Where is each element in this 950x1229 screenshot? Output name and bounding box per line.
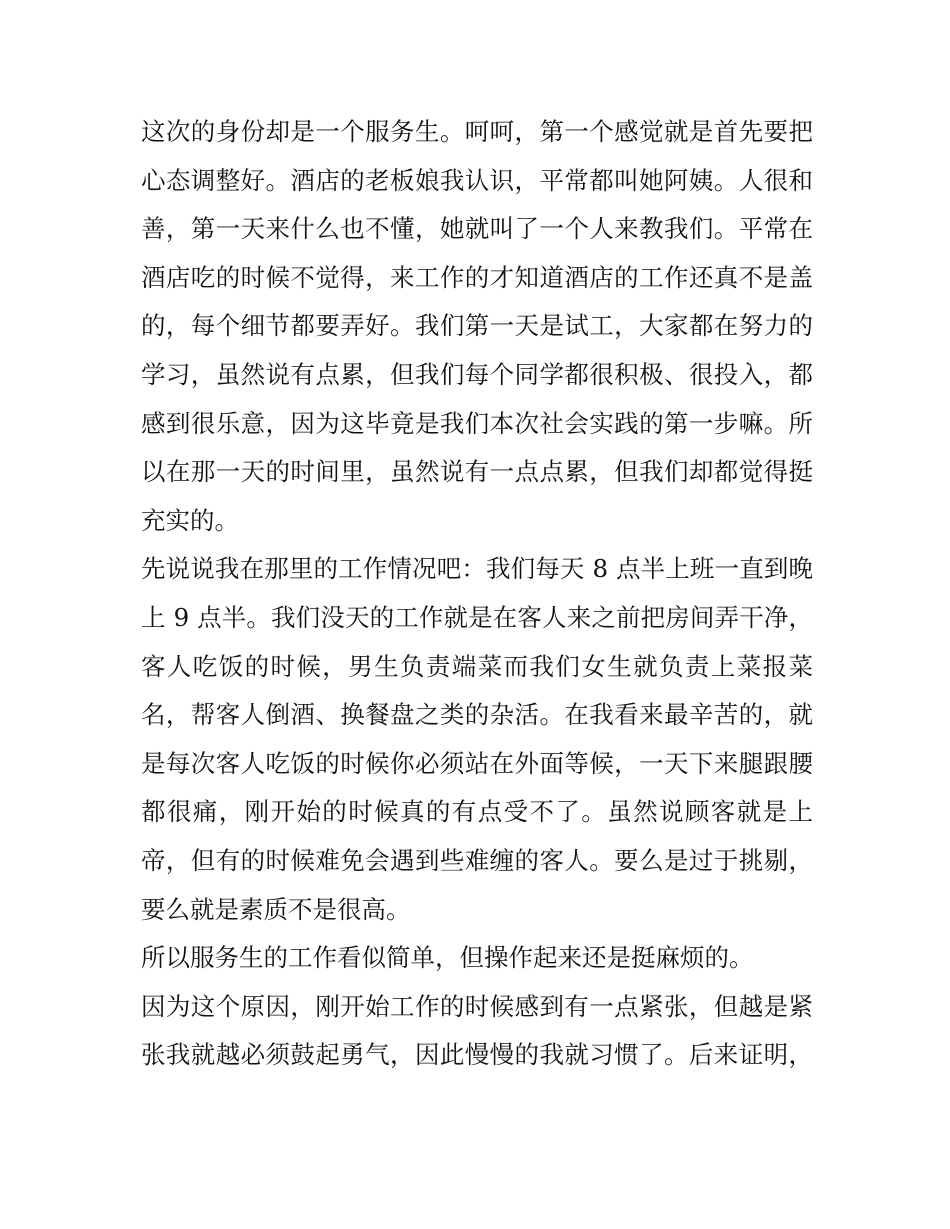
text-line: 的，每个细节都要弄好。我们第一天是试工，大家都在努力的 bbox=[141, 311, 813, 341]
text-line: 学习，虽然说有点累，但我们每个同学都很积极、很投入，都 bbox=[141, 359, 813, 389]
text-line: 感到很乐意，因为这毕竟是我们本次社会实践的第一步嘛。所 bbox=[141, 408, 813, 438]
text-line: 这次的身份却是一个服务生。呵呵，第一个感觉就是首先要把 bbox=[141, 117, 813, 146]
text-line: 帝，但有的时候难免会遇到些难缠的客人。要么是过于挑剔， bbox=[141, 845, 813, 875]
text-line: 张我就越必须鼓起勇气，因此慢慢的我就习惯了。后来证明， bbox=[141, 1040, 813, 1070]
text-line: 名，帮客人倒酒、换餐盘之类的杂活。在我看来最辛苦的，就 bbox=[141, 700, 813, 730]
text-line: 客人吃饭的时候，男生负责端菜而我们女生就负责上菜报菜 bbox=[141, 651, 813, 681]
text-line: 善，第一天来什么也不懂，她就叫了一个人来教我们。平常在 bbox=[141, 214, 813, 244]
text-line: 所以服务生的工作看似简单，但操作起来还是挺麻烦的。 bbox=[141, 943, 754, 973]
text-line: 心态调整好。酒店的老板娘我认识，平常都叫她阿姨。人很和 bbox=[141, 165, 813, 195]
text-line: 因为这个原因，刚开始工作的时候感到有一点紧张，但越是紧 bbox=[141, 991, 813, 1021]
text-line: 先说说我在那里的工作情况吧：我们每天 8 点半上班一直到晚 bbox=[141, 554, 813, 584]
text-line: 酒店吃的时候不觉得，来工作的才知道酒店的工作还真不是盖 bbox=[141, 262, 813, 292]
text-line: 以在那一天的时间里，虽然说有一点点累，但我们却都觉得挺 bbox=[141, 457, 813, 487]
text-line: 都很痛，刚开始的时候真的有点受不了。虽然说顾客就是上 bbox=[141, 797, 813, 827]
text-line: 是每次客人吃饭的时候你必须站在外面等候，一天下来腿跟腰 bbox=[141, 748, 813, 778]
document-body bbox=[141, 108, 813, 1080]
text-line: 充实的。 bbox=[141, 505, 239, 535]
text-line: 要么就是素质不是很高。 bbox=[141, 894, 411, 924]
text-line: 上 9 点半。我们没天的工作就是在客人来之前把房间弄干净， bbox=[141, 602, 813, 632]
